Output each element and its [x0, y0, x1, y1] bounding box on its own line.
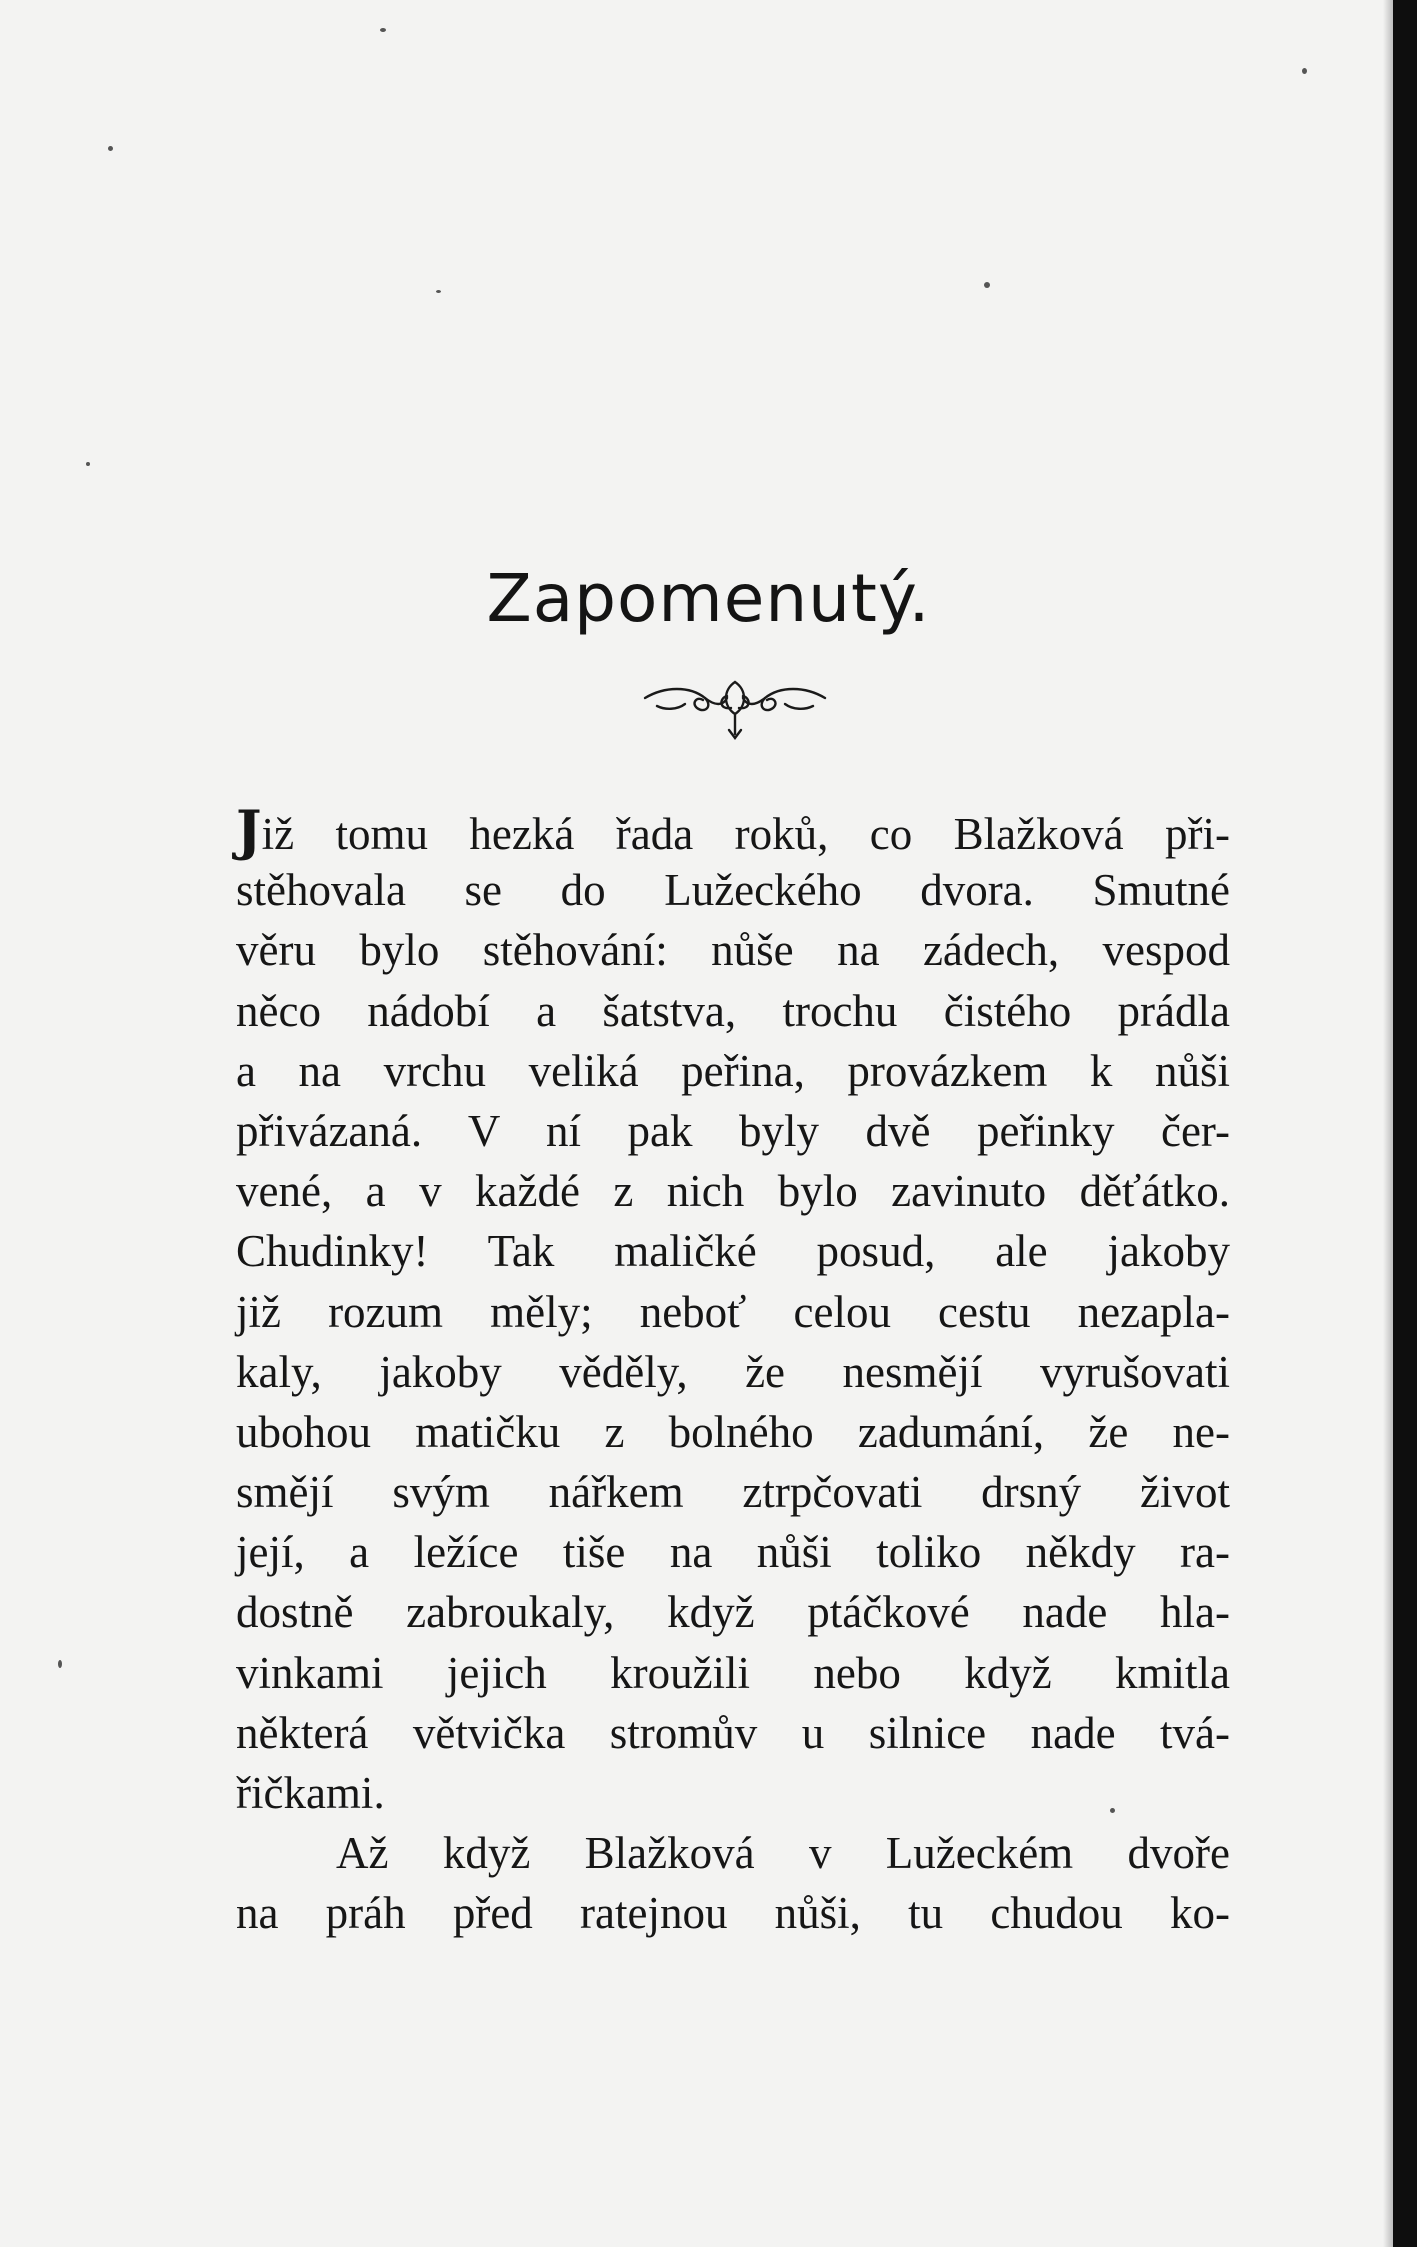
- text-line: přivázaná. V ní pak byly dvě peřinky čer-: [236, 1105, 1230, 1156]
- text-line: smějí svým nářkem ztrpčovati drsný život: [236, 1467, 1230, 1518]
- text-line: Již tomu hezká řada roků, co Blažková při-: [236, 798, 1230, 862]
- scan-speck: [86, 462, 90, 466]
- body-text: [236, 800, 1230, 1944]
- scan-speck: [436, 290, 441, 293]
- text-line: některá větvička stromův u silnice nade tvá-: [236, 1707, 1230, 1758]
- scan-speck: [108, 146, 113, 151]
- text-line: kaly, jakoby věděly, že nesmějí vyrušovati: [236, 1346, 1230, 1397]
- text-line: věru bylo stěhování: nůše na zádech, vespod: [236, 925, 1230, 976]
- scan-speck: [1302, 68, 1307, 74]
- text-line: dostně zabroukaly, když ptáčkové nade hla-: [236, 1587, 1230, 1638]
- text-line: její, a ležíce tiše na nůši toliko někdy ra-: [236, 1527, 1230, 1578]
- scan-speck: [380, 28, 386, 32]
- decorative-flourish-icon: [635, 676, 835, 746]
- text-line: ubohou matičku z bolného zadumání, že ne-: [236, 1406, 1230, 1457]
- binding-edge: [1393, 0, 1417, 2247]
- text-line: vené, a v každé z nich bylo zavinuto děťátko.: [236, 1166, 1230, 1217]
- text-line: Až když Blažková v Lužeckém dvoře: [336, 1828, 1230, 1879]
- text-line: Chudinky! Tak maličké posud, ale jakoby: [236, 1226, 1230, 1277]
- chapter-title: Zapomenutý.: [486, 560, 931, 637]
- text-line: již rozum měly; neboť celou cestu nezapla-: [236, 1286, 1230, 1337]
- text-line: a na vrchu veliká peřina, provázkem k nůši: [236, 1045, 1230, 1096]
- text-line: stěhovala se do Lužeckého dvora. Smutné: [236, 865, 1230, 916]
- page-edge-shadow: [1383, 0, 1393, 2247]
- text-line: vinkami jejich kroužili nebo když kmitla: [236, 1647, 1230, 1698]
- scan-speck: [58, 1660, 62, 1668]
- scan-speck: [984, 282, 990, 288]
- text-line: na práh před ratejnou nůši, tu chudou ko-: [236, 1888, 1230, 1939]
- text-line: řičkami.: [236, 1768, 385, 1818]
- text-line: něco nádobí a šatstva, trochu čistého prádla: [236, 985, 1230, 1036]
- drop-cap: J: [236, 798, 262, 862]
